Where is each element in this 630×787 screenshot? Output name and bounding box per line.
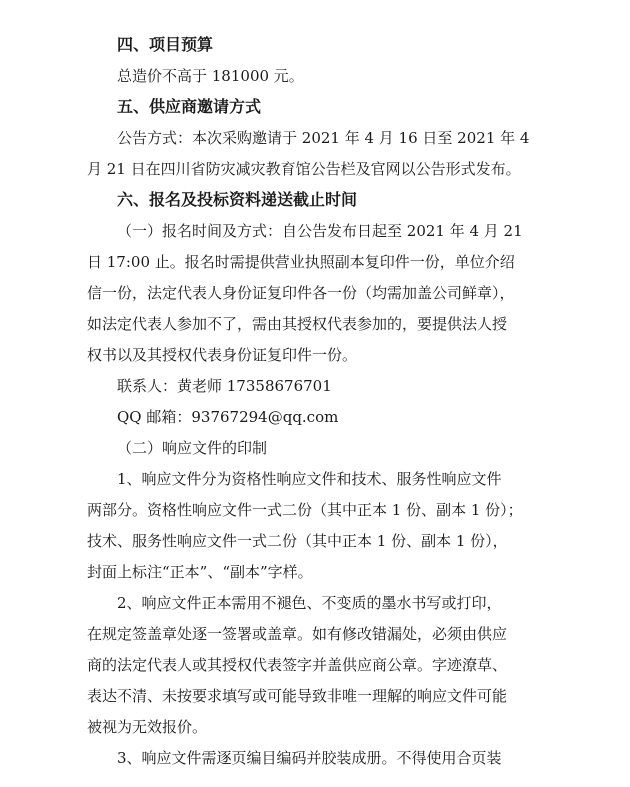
paragraph-line: 3、响应文件需逐页编目编码并胶装成册。不得使用合页装 (117, 749, 502, 767)
paragraph-line: 表达不清、未按要求填写或可能导致非唯一理解的响应文件可能 (87, 687, 508, 705)
paragraph-line: 日 17:00 止。报名时需提供营业执照副本复印件一份，单位介绍 (87, 253, 515, 271)
paragraph-line: 如法定代表人参加不了，需由其授权代表参加的，要提供法人授 (87, 315, 508, 333)
paragraph-line: 总造价不高于 181000 元。 (117, 67, 304, 85)
section-heading: 五、供应商邀请方式 (117, 97, 262, 116)
paragraph-line: 商的法定代表人或其授权代表签字并盖供应商公章。字迹潦草、 (87, 656, 508, 674)
paragraph-line: 封面上标注“正本”、“副本”字样。 (87, 563, 313, 581)
contact-email: QQ 邮箱：93767294@qq.com (117, 408, 339, 426)
paragraph-line: 2、响应文件正本需用不褪色、不变质的墨水书写或打印， (117, 594, 502, 612)
paragraph-line: 在规定签盖章处逐一签署或盖章。如有修改错漏处，必须由供应 (87, 625, 508, 643)
paragraph-line: 信一份，法定代表人身份证复印件各一份（均需加盖公司鲜章）， (87, 284, 515, 302)
section-heading: 四、项目预算 (117, 35, 214, 54)
paragraph-line: 1、响应文件分为资格性响应文件和技术、服务性响应文件 (117, 470, 502, 488)
section-heading: 六、报名及投标资料递送截止时间 (117, 190, 358, 209)
paragraph-line: 两部分。资格性响应文件一式二份（其中正本 1 份、副本 1 份）； (87, 501, 523, 519)
paragraph-line: 被视为无效报价。 (87, 718, 208, 736)
paragraph-line: （一）报名时间及方式：自公告发布日起至 2021 年 4 月 21 (117, 222, 523, 240)
paragraph-line: 技术、服务性响应文件一式二份（其中正本 1 份、副本 1 份）， (87, 532, 508, 550)
subsection-heading: （二）响应文件的印制 (117, 439, 268, 457)
paragraph-line: 权书以及其授权代表身份证复印件一份。 (87, 346, 358, 364)
paragraph-line: 月 21 日在四川省防灾减灾教育馆公告栏及官网以公告形式发布。 (87, 160, 521, 178)
contact-person: 联系人：黄老师 17358676701 (117, 377, 332, 395)
paragraph-line: 公告方式：本次采购邀请于 2021 年 4 月 16 日至 2021 年 4 (117, 129, 530, 147)
